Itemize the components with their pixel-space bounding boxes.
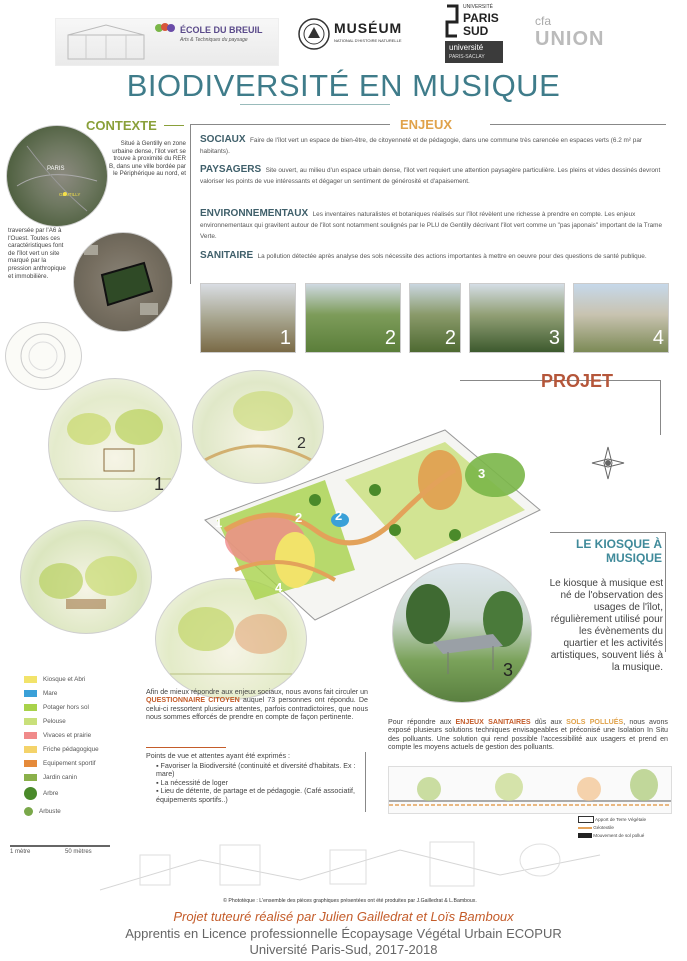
site-photo-3 xyxy=(409,283,461,353)
kiosque-frame-right xyxy=(665,532,666,652)
legend-label: Potager hors sol xyxy=(43,703,89,711)
legend-item xyxy=(24,756,134,770)
sanitaire-pre: Pour répondre aux xyxy=(388,718,452,726)
point-item-text: Favoriser la Biodiversité (continuité et diversité d'habitats. Ex : mare) xyxy=(156,762,356,779)
legend-item xyxy=(24,784,134,802)
projet-title: PROJET xyxy=(541,371,614,391)
legend-label: Arbre xyxy=(43,789,59,797)
legend-item xyxy=(24,672,134,686)
points-intro: Points de vue et attentes ayant été exprimés : xyxy=(146,752,290,760)
contexte-text-a: Situé à Gentilly en zone urbaine dense, l'îlot vert se trouve à proximité du RER B, dans une ville bordée par le Périphérique au nord, et xyxy=(108,140,186,178)
cfa-union-logo xyxy=(535,14,615,54)
legend-label: Equipement sportif xyxy=(43,759,96,767)
legend-swatch xyxy=(24,746,37,753)
sketch-view-1 xyxy=(48,378,182,512)
legend-item xyxy=(24,686,134,700)
enjeu-environnementaux-body: Les inventaires naturalistes et botaniques réalisés sur l'îlot révèlent une richesse à prendre en compte. Les enjeux environnementaux qui gravitent autour de l'îlot sont notamment soulignés par le PLU de Gentilly décrivant l'îlot vert comme un "pas japonais" important de la Trame Verte. xyxy=(200,211,663,240)
enjeu-sanitaire-body: La pollution détectée après analyse des sols nécessite des actions importantes à mettre en oeuvre pour des questions de santé publique. xyxy=(257,253,647,260)
legend-swatch xyxy=(24,732,37,739)
building-sketch-icon xyxy=(66,23,146,63)
points-list xyxy=(156,762,362,804)
scale-label-a: 1 mètre xyxy=(10,849,31,855)
museum-subtitle: NATIONAL D'HISTOIRE NATURELLE xyxy=(334,38,402,43)
paris-sud-emblem-icon xyxy=(445,4,459,38)
plan-number-2b: 2 xyxy=(335,508,343,523)
cfa-label: cfa xyxy=(535,14,552,28)
kiosque-title-1: LE KIOSQUE À xyxy=(575,537,662,551)
kiosque-plan-icon xyxy=(6,323,81,389)
questionnaire-key: QUESTIONNAIRE CITOYEN xyxy=(146,696,240,705)
section-legend-label: Mouvement de sol pollué xyxy=(593,833,645,838)
univ-top-2: PARIS xyxy=(463,11,499,25)
footer-program: Apprentis en Licence professionnelle Écopaysage Végétal Urbain ECOPUR xyxy=(125,926,562,941)
enjeu-environnementaux-head: ENVIRONNEMENTAUX xyxy=(200,208,309,219)
kiosque-body: Le kiosque à musique est né de l'observation des usages de l'îlot, régulièrement utilisé pour les évènements du quartier et les activités artistiques, souvent liés à la musique. xyxy=(549,578,663,673)
urban-sketch-icon xyxy=(0,820,687,910)
enjeux-line-left xyxy=(190,124,390,125)
contexte-title: CONTEXTE xyxy=(86,118,157,133)
ecole-emblem-icon xyxy=(154,21,176,35)
questionnaire-text xyxy=(146,688,368,722)
legend-swatch xyxy=(24,704,37,711)
site-photo-5 xyxy=(573,283,669,353)
sanitaire-mid: dûs aux xyxy=(534,718,562,726)
site-photo-1 xyxy=(200,283,296,353)
legend-label: Pelouse xyxy=(43,717,66,725)
section-legend-label: Apport de Terre Végétale xyxy=(595,817,647,822)
union-label: UNION xyxy=(535,28,605,50)
sanitaire-key-2: SOLS POLLUÉS xyxy=(566,718,624,726)
museum-name: MUSÉUM xyxy=(334,20,403,36)
contexte-underline xyxy=(164,125,184,126)
sanitaire-post: , nous avons exposé plusieurs solutions techniques envisageables et préconisé une Isolation In Situ des polluants. Une solution qui rend possible l'accessibilité aux usagers et prend en compte les moyens actuels de gestion des polluants. xyxy=(388,718,668,752)
legend-item xyxy=(24,728,134,742)
map-label-gentilly: GENTILLY xyxy=(59,192,81,197)
poster-title: BIODIVERSITÉ EN MUSIQUE xyxy=(126,68,561,103)
sanitaire-text xyxy=(388,718,668,752)
sketch-garden-icon xyxy=(21,521,151,633)
sketch-number-2: 2 xyxy=(297,435,306,452)
universite-paris-saclay-logo xyxy=(445,41,503,63)
questionnaire-post: auquel 73 personnes ont répondu. De celui-ci ressortent plusieurs attentes, parfois contradictoires, que nous nous sommes efforcés de prendre en compte de façon pertinente. xyxy=(146,696,368,722)
legend-swatch xyxy=(24,676,37,683)
photo-number-3: 2 xyxy=(444,327,456,349)
title-divider xyxy=(240,104,390,105)
enjeu-sociaux xyxy=(200,134,668,156)
plan-number-1: 1 xyxy=(215,515,223,530)
photo-credit: © Phototèque : L'ensemble des pièces graphiques présentées ont été produites par J.Gailledrat & L.Bamboux. xyxy=(223,898,477,904)
tree-symbol-icon xyxy=(24,787,37,800)
kiosque-render-number: 3 xyxy=(503,660,514,680)
photo-number-5: 4 xyxy=(652,327,664,349)
ecole-subtitle: Arts & Techniques du paysage xyxy=(180,37,248,43)
legend-label: Arbuste xyxy=(39,807,61,815)
legend-label: Jardin canin xyxy=(43,773,77,781)
legend-swatch xyxy=(24,760,37,767)
univ-top-3: SUD xyxy=(463,24,489,38)
photo-number-4: 3 xyxy=(548,327,560,349)
points-frame xyxy=(365,752,366,812)
legend-item xyxy=(24,742,134,756)
museum-seal-icon xyxy=(298,18,330,50)
kiosque-sketch-circle xyxy=(5,322,82,390)
plan-number-2a: 2 xyxy=(295,510,303,525)
site-aerial-circle xyxy=(73,232,173,332)
enjeux-line-right xyxy=(490,124,666,125)
enjeu-paysagers-head: PAYSAGERS xyxy=(200,164,262,175)
city-map-texture-icon xyxy=(7,126,107,226)
footer-university: Université Paris-Sud, 2017-2018 xyxy=(249,942,438,957)
plan-number-4: 4 xyxy=(275,580,283,595)
enjeu-paysagers-body: Site ouvert, au milieu d'un espace urbain dense, l'îlot vert requiert une attention paysagère particulière. Les pleins et vides dessinés devront valoriser les points de vue intéressants et dégager un sentiment de générosité et d'apaisement. xyxy=(200,167,661,185)
kiosque-render-icon xyxy=(393,564,531,702)
enjeux-title: ENJEUX xyxy=(400,117,453,132)
contexte-text-b: traversée par l'A6 à l'Ouest. Toutes ces caractéristiques font de l'îlot vert un site marqué par la pression anthropique et immobilière. xyxy=(8,227,66,280)
legend-swatch xyxy=(24,718,37,725)
enjeu-paysagers xyxy=(200,164,668,186)
point-item: ▪ Lieu de détente, de partage et de pédagogie. (Café associatif, équipements sportifs..) xyxy=(156,787,355,804)
legend-label: Kiosque et Abri xyxy=(43,675,86,683)
plan-legend xyxy=(24,672,134,820)
plan-number-3: 3 xyxy=(478,466,486,481)
universite-paris-sud-logo xyxy=(445,2,505,40)
shrub-symbol-icon xyxy=(24,807,33,816)
museum-logo xyxy=(298,16,418,58)
enjeu-environnementaux xyxy=(200,208,668,241)
site-outline-icon xyxy=(74,233,172,331)
point-item-text: La nécessité de loger xyxy=(160,778,228,787)
scale-label-b: 50 mètres xyxy=(65,849,92,855)
kiosque-render-circle xyxy=(392,563,532,703)
compass-rose-icon xyxy=(590,445,626,481)
legend-label: Mare xyxy=(43,689,58,697)
ecole-name: ÉCOLE DU BREUIL xyxy=(180,25,263,35)
ecole-du-breuil-logo xyxy=(55,18,279,66)
site-photo-4 xyxy=(469,283,565,353)
photo-number-1: 1 xyxy=(279,327,291,349)
legend-label: Vivaces et prairie xyxy=(43,731,92,739)
point-item-text: Lieu de détente, de partage et de pédagogie. (Café associatif, équipements sportifs..) xyxy=(156,787,355,804)
map-label-paris: PARIS xyxy=(47,166,65,172)
enjeu-sociaux-body: Faire de l'îlot vert un espace de bien-être, de citoyenneté et de pédagogie, dans une commune très carencée en espaces verts (6.2 m² par habitants). xyxy=(200,137,643,155)
section-legend-label: Géotextile xyxy=(593,825,614,830)
legend-item xyxy=(24,714,134,728)
kiosque-title-2: MUSIQUE xyxy=(605,551,662,565)
aerial-map-circle xyxy=(6,125,108,227)
legend-item xyxy=(24,802,134,820)
enjeu-sanitaire xyxy=(200,250,668,261)
legend-label: Friche pédagogique xyxy=(43,745,99,753)
univ-top-1: UNIVERSITÉ xyxy=(463,4,494,10)
questionnaire-pre: Afin de mieux répondre aux enjeux sociaux, nous avons fait circuler un xyxy=(146,688,369,696)
section-elevation xyxy=(388,766,672,814)
sketch-view-3 xyxy=(20,520,152,634)
saclay-line-1: université xyxy=(449,43,484,52)
sanitaire-key-1: ENJEUX SANITAIRES xyxy=(455,718,531,726)
point-item: ▪ Favoriser la Biodiversité (continuité et diversité d'habitats. Ex : mare) xyxy=(156,762,356,779)
enjeu-sanitaire-head: SANITAIRE xyxy=(200,250,254,261)
section-drawing-icon xyxy=(389,767,671,813)
enjeux-frame-left xyxy=(190,124,191,284)
legend-swatch xyxy=(24,690,37,697)
sketch-number-1: 1 xyxy=(154,474,165,494)
site-photo-2 xyxy=(305,283,401,353)
enjeu-sociaux-head: SOCIAUX xyxy=(200,134,246,145)
legend-item xyxy=(24,770,134,784)
legend-item xyxy=(24,700,134,714)
bottom-sketch-background xyxy=(0,820,687,910)
kiosque-frame xyxy=(550,532,665,533)
photo-number-2: 2 xyxy=(384,327,396,349)
footer-authors: Projet tuteuré réalisé par Julien Gailledrat et Loïs Bamboux xyxy=(173,909,514,924)
questionnaire-underline xyxy=(146,747,226,748)
point-item: ▪ La nécessité de loger xyxy=(156,778,228,787)
legend-swatch xyxy=(24,774,37,781)
projet-frame-right xyxy=(660,380,661,435)
saclay-line-2: PARIS-SACLAY xyxy=(449,54,485,60)
